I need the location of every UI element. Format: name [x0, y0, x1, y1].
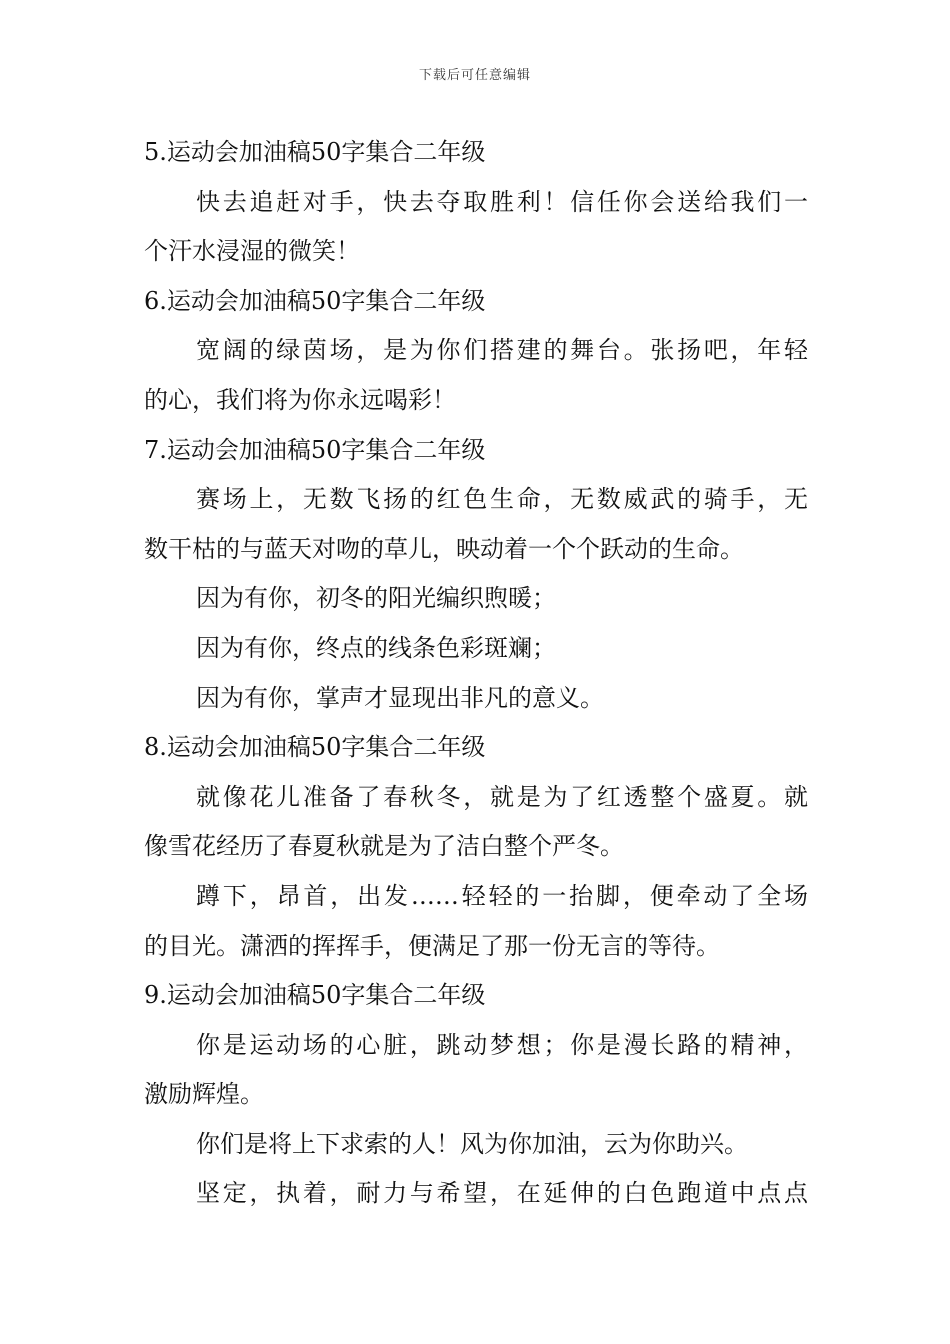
- paragraph-line: 的目光。潇洒的挥挥手，便满足了那一份无言的等待。: [144, 931, 720, 960]
- paragraph-line: 宽阔的绿茵场，是为你们搭建的舞台。张扬吧，年轻: [196, 336, 808, 365]
- section-heading: 9.运动会加油稿50字集合二年级: [144, 981, 486, 1010]
- paragraph-line: 因为有你，终点的线条色彩斑斓；: [196, 633, 556, 662]
- section-heading: 5.运动会加油稿50字集合二年级: [144, 138, 486, 166]
- paragraph-line: 激励辉煌。: [144, 1080, 264, 1109]
- section-heading: 8.运动会加油稿50字集合二年级: [144, 733, 486, 762]
- section-heading: 6.运动会加油稿50字集合二年级: [144, 286, 486, 315]
- paragraph-line: 你们是将上下求索的人！风为你加油，云为你助兴。: [196, 1129, 748, 1158]
- paragraph-line: 你是运动场的心脏，跳动梦想；你是漫长路的精神，: [196, 1030, 808, 1059]
- document-body: [144, 128, 808, 1219]
- paragraph-line: 像雪花经历了春夏秋就是为了洁白整个严冬。: [144, 832, 624, 861]
- paragraph-line: 因为有你，掌声才显现出非凡的意义。: [196, 683, 604, 712]
- paragraph-line: 坚定，执着，耐力与希望，在延伸的白色跑道中点点: [196, 1179, 808, 1208]
- paragraph-line: 快去追赶对手，快去夺取胜利！信任你会送给我们一: [196, 187, 808, 216]
- section-heading: 7.运动会加油稿50字集合二年级: [144, 435, 486, 464]
- paragraph-line: 蹲下，昂首，出发……轻轻的一抬脚，便牵动了全场: [196, 881, 808, 910]
- paragraph-line: 数干枯的与蓝天对吻的草儿，映动着一个个跃动的生命。: [144, 534, 744, 563]
- paragraph-line: 就像花儿准备了春秋冬，就是为了红透整个盛夏。就: [196, 782, 808, 811]
- header-note: 下载后可任意编辑: [418, 68, 531, 83]
- paragraph-line: 赛场上，无数飞扬的红色生命，无数威武的骑手，无: [196, 485, 808, 514]
- paragraph-line: 因为有你，初冬的阳光编织煦暖；: [196, 584, 556, 613]
- paragraph-line: 个汗水浸湿的微笑！: [144, 237, 360, 266]
- paragraph-line: 的心，我们将为你永远喝彩！: [144, 385, 456, 414]
